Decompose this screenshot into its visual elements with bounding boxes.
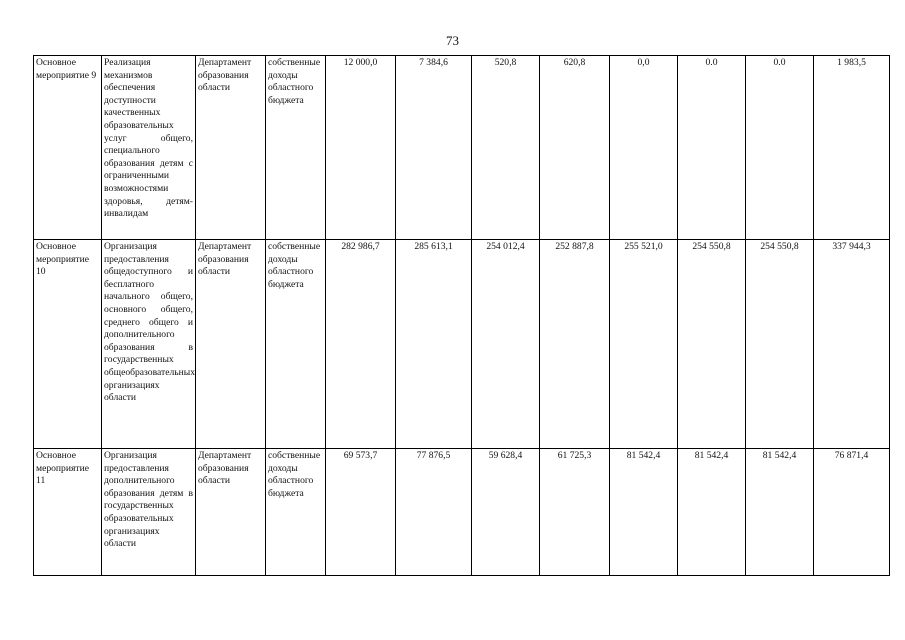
value-cell: 252 887,8	[540, 240, 610, 449]
value-cell: 81 542,4	[610, 449, 678, 576]
funding-source-cell: собственные доходы областного бюджета	[266, 240, 326, 449]
funding-source-cell: собственные доходы областного бюджета	[266, 449, 326, 576]
event-cell: Основное мероприятие 10	[34, 240, 102, 449]
event-cell: Основное мероприятие 9	[34, 56, 102, 240]
funding-source-cell: собственные доходы областного бюджета	[266, 56, 326, 240]
executor-cell: Департамент образования области	[196, 240, 266, 449]
value-cell: 81 542,4	[746, 449, 814, 576]
value-cell: 620,8	[540, 56, 610, 240]
value-cell: 0.0	[678, 56, 746, 240]
budget-table	[33, 55, 890, 576]
value-cell: 1 983,5	[814, 56, 890, 240]
value-cell: 285 613,1	[396, 240, 472, 449]
table-row	[34, 56, 890, 240]
value-cell: 282 986,7	[326, 240, 396, 449]
value-cell: 59 628,4	[472, 449, 540, 576]
value-cell: 69 573,7	[326, 449, 396, 576]
page-number: 73	[446, 33, 459, 48]
event-cell: Основное мероприятие 11	[34, 449, 102, 576]
event-name-cell: Реализация механизмов обеспечения доступности качественных образовательных услуг общего, специального образования детям с ограниченными возможностями здоровья, детям-инвалидам	[102, 56, 196, 240]
value-cell: 77 876,5	[396, 449, 472, 576]
value-cell: 520,8	[472, 56, 540, 240]
value-cell: 76 871,4	[814, 449, 890, 576]
value-cell: 81 542,4	[678, 449, 746, 576]
executor-cell: Департамент образования области	[196, 56, 266, 240]
table-row	[34, 240, 890, 449]
value-cell: 7 384,6	[396, 56, 472, 240]
value-cell: 254 550,8	[746, 240, 814, 449]
value-cell: 12 000,0	[326, 56, 396, 240]
table-row	[34, 449, 890, 576]
value-cell: 337 944,3	[814, 240, 890, 449]
value-cell: 254 012,4	[472, 240, 540, 449]
value-cell: 0,0	[610, 56, 678, 240]
value-cell: 0.0	[746, 56, 814, 240]
event-name-cell: Организация предоставления общедоступного и бесплатного начального общего, основного общего, среднего общего и дополнительного образования в государственных общеобразовательных организациях области	[102, 240, 196, 449]
executor-cell: Департамент образования области	[196, 449, 266, 576]
event-name-cell: Организация предоставления дополнительного образования детям в государственных образовательных организациях области	[102, 449, 196, 576]
value-cell: 254 550,8	[678, 240, 746, 449]
value-cell: 255 521,0	[610, 240, 678, 449]
value-cell: 61 725,3	[540, 449, 610, 576]
